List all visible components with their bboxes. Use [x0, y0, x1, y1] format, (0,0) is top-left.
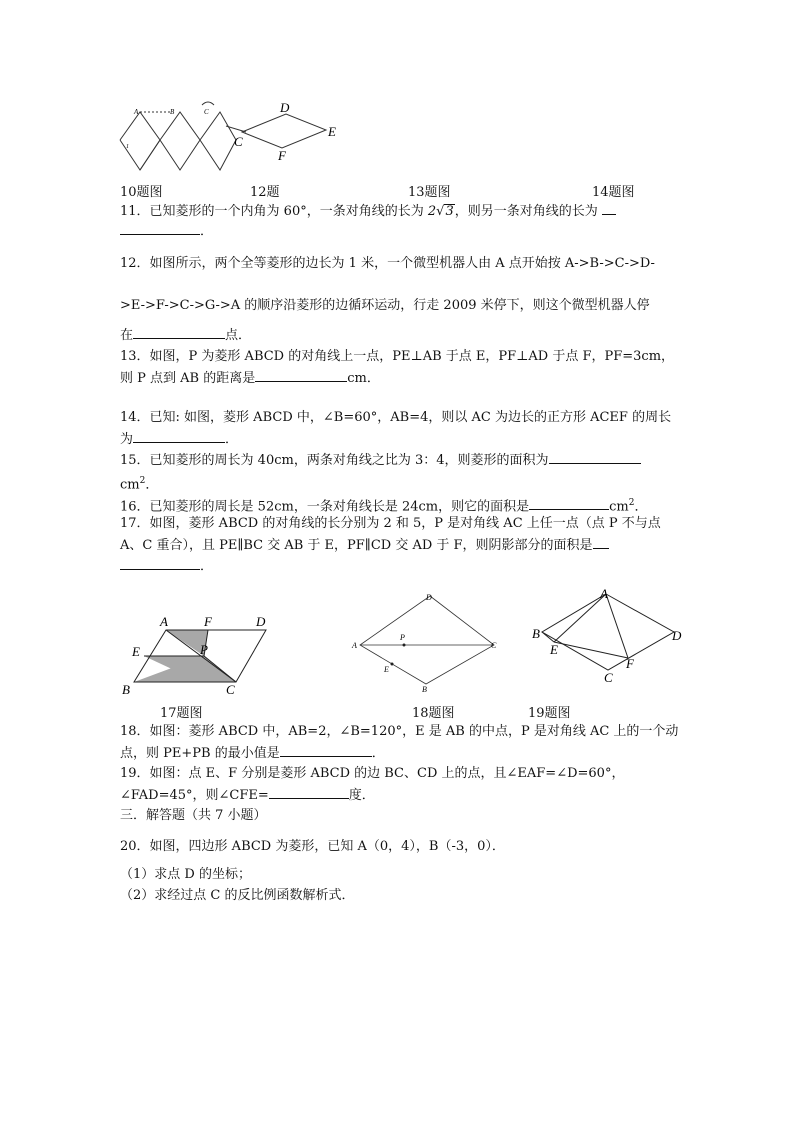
question-18-line2: 点，则 PE+PB 的最小值是 ． — [120, 746, 385, 761]
q14-blank[interactable] — [133, 430, 225, 443]
fig10-label-1: 1 — [126, 144, 129, 150]
q12-blank[interactable] — [133, 326, 225, 339]
question-19-line1: 19．如图：点 E、F 分别是菱形 ABCD 的边 BC、CD 上的点，且∠EAF=∠D=60°， — [120, 766, 625, 781]
caption-fig13: 13题图 — [408, 185, 451, 200]
fig18-label-e: E — [384, 665, 389, 674]
caption-fig14: 14题图 — [592, 185, 635, 200]
question-20-sub2: （2）求经过点 C 的反比例函数解析式． — [120, 888, 355, 903]
q11-blank-b[interactable] — [120, 222, 200, 235]
figure-12 — [222, 100, 352, 165]
question-17-line2: A、C 重合），且 PE∥BC 交 AB 于 E，PF∥CD 交 AD 于 F，则阴影部分的面积是 — [120, 536, 609, 555]
fig17-label-a: A — [160, 614, 168, 629]
q11-blank-a[interactable] — [602, 202, 616, 215]
q11-value: 2√3 — [427, 204, 454, 219]
question-12-line3: 在 点． — [120, 328, 252, 343]
fig12-label-d: D — [280, 100, 290, 115]
question-13-line1: 13．如图，P 为菱形 ABCD 的对角线上一点，PE⊥AB 于点 E，PF⊥AD 于点 F，PF=3cm， — [120, 349, 675, 364]
question-11-line1: 11．已知菱形的一个内角为 60°，一条对角线的长为 2√3，则另一条对角线的长为 — [120, 202, 616, 221]
q16-blank[interactable] — [529, 497, 609, 510]
question-12-line2: >E->F->C->G->A 的顺序沿菱形的边循环运动，行走 2009 米停下，则这个微型机器人停 — [120, 298, 650, 313]
fig18-label-d: D — [426, 593, 432, 602]
q19-blank[interactable] — [269, 786, 349, 799]
fig19-label-e: E — [550, 642, 558, 657]
fig12-label-e: E — [328, 124, 336, 139]
fig18-label-p: P — [400, 633, 405, 642]
question-19-line2: ∠FAD=45°，则∠CFE= 度． — [120, 788, 375, 803]
fig10-label-c: C — [204, 108, 209, 116]
fig17-label-b: B — [122, 682, 130, 697]
question-14-line2: 为 ． — [120, 432, 239, 447]
fig19-label-b: B — [532, 626, 540, 641]
fig18-label-a: A — [352, 641, 357, 650]
caption-fig17: 17题图 — [160, 706, 203, 721]
fig10-label-b: B — [170, 108, 175, 116]
section-3-heading: 三．解答题（共 7 小题） — [120, 808, 267, 823]
q13-blank[interactable] — [255, 369, 347, 382]
question-13-line2: 则 P 点到 AB 的距离是 cm． — [120, 371, 380, 386]
caption-fig18: 18题图 — [412, 706, 455, 721]
q17-blank-b[interactable] — [120, 557, 200, 570]
fig17-label-c: C — [226, 682, 235, 697]
caption-fig10: 10题图 — [120, 185, 163, 200]
fig19-label-c: C — [604, 670, 613, 685]
q18-blank[interactable] — [280, 744, 372, 757]
fig19-label-a: A — [600, 586, 608, 601]
question-15-line1: 15．已知菱形的周长为 40cm，两条对角线之比为 3：4，则菱形的面积为 — [120, 451, 641, 470]
question-16: 16．已知菱形的周长是 52cm，一条对角线长是 24cm，则它的面积是 $cm^2$． — [120, 498, 648, 515]
fig18-label-c: C — [491, 641, 497, 650]
fig10-label-a: A — [134, 108, 139, 116]
fig19-label-d: D — [672, 628, 682, 643]
question-17-line1: 17．如图，菱形 ABCD 的对角线的长分别为 2 和 5，P 是对角线 AC 上任一点（点 P 不与点 — [120, 516, 661, 531]
fig12-label-c: C — [234, 134, 243, 149]
fig17-label-e: E — [132, 644, 140, 659]
question-12-line1: 12．如图所示，两个全等菱形的边长为 1 米，一个微型机器人由 A 点开始按 A->B->C->D- — [120, 256, 655, 271]
q15-blank[interactable] — [549, 451, 641, 464]
question-15-line2: $cm^2$． — [120, 476, 159, 493]
fig18-label-b: B — [422, 685, 427, 694]
figure-18 — [348, 588, 508, 696]
question-17-line3: ． — [120, 557, 213, 576]
q17-blank-a[interactable] — [593, 536, 609, 549]
caption-fig12: 12题 — [250, 185, 280, 200]
question-18-line1: 18．如图：菱形 ABCD 中，AB=2，∠B=120°，E 是 AB 的中点，P 是对角线 AC 上的一个动 — [120, 724, 679, 739]
figure-17 — [116, 612, 296, 698]
fig19-label-f: F — [626, 656, 634, 671]
question-20-line1: 20．如图，四边形 ABCD 为菱形，已知 A（0，4），B（-3，0）． — [120, 839, 505, 854]
question-14-line1: 14．已知: 如图，菱形 ABCD 中，∠B=60°，AB=4，则以 AC 为边长的正方形 ACEF 的周长 — [120, 410, 672, 425]
fig17-label-f: F — [204, 614, 212, 629]
question-20-sub1: （1）求点 D 的坐标； — [120, 867, 251, 882]
figure-10 — [118, 100, 238, 182]
caption-fig19: 19题图 — [528, 706, 571, 721]
fig17-label-d: D — [256, 614, 266, 629]
fig12-label-f: F — [278, 148, 286, 163]
fig17-label-p: P — [200, 642, 208, 657]
figure-19 — [528, 586, 688, 686]
question-11-line2: ． — [120, 222, 213, 241]
